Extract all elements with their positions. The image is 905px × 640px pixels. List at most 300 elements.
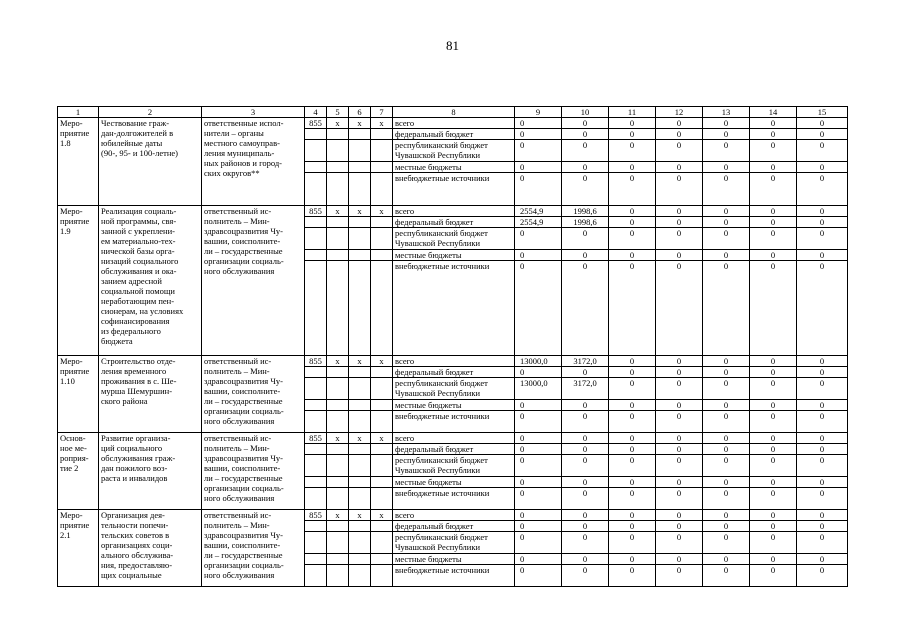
empty-code-cell bbox=[327, 455, 349, 477]
empty-code-cell bbox=[371, 488, 393, 510]
section-code: x bbox=[327, 433, 349, 444]
amount-cell: 0 bbox=[609, 162, 656, 173]
empty-code-cell bbox=[305, 532, 327, 554]
measure-name: Строительство отде- ления временного проживания в с. Ше- мурша Шемуршин- ского района bbox=[99, 356, 202, 433]
funding-source: республиканский бюджет Чувашской Республики bbox=[393, 140, 515, 162]
target-code: x bbox=[349, 510, 371, 521]
amount-cell: 0 bbox=[609, 356, 656, 367]
empty-code-cell bbox=[349, 565, 371, 587]
amount-cell: 0 bbox=[797, 228, 848, 250]
empty-code-cell bbox=[305, 217, 327, 228]
amount-cell: 0 bbox=[656, 444, 703, 455]
empty-code-cell bbox=[327, 554, 349, 565]
amount-cell: 0 bbox=[656, 378, 703, 400]
empty-code-cell bbox=[371, 140, 393, 162]
amount-cell: 0 bbox=[609, 367, 656, 378]
column-number: 14 bbox=[750, 107, 797, 118]
empty-code-cell bbox=[371, 367, 393, 378]
amount-cell: 0 bbox=[797, 532, 848, 554]
measure-code: Меро- приятие 1.8 bbox=[58, 118, 99, 206]
column-number: 11 bbox=[609, 107, 656, 118]
empty-code-cell bbox=[305, 411, 327, 433]
grbs-code: 855 bbox=[305, 356, 327, 367]
amount-cell: 0 bbox=[609, 510, 656, 521]
empty-code-cell bbox=[305, 400, 327, 411]
amount-cell: 0 bbox=[609, 554, 656, 565]
executor: ответственный ис- полнитель – Мин- здравсоцразвития Чу- вашии, соисполните- ли – государственные организации социаль- ного обслуживания bbox=[202, 433, 305, 510]
amount-cell: 0 bbox=[797, 433, 848, 444]
amount-cell: 0 bbox=[797, 261, 848, 356]
amount-cell: 0 bbox=[515, 488, 562, 510]
amount-cell: 1998,6 bbox=[562, 217, 609, 228]
amount-cell: 0 bbox=[750, 173, 797, 206]
amount-cell: 0 bbox=[515, 565, 562, 587]
grbs-code: 855 bbox=[305, 510, 327, 521]
amount-cell: 0 bbox=[797, 565, 848, 587]
amount-cell: 0 bbox=[703, 565, 750, 587]
amount-cell: 0 bbox=[703, 521, 750, 532]
amount-cell: 0 bbox=[656, 554, 703, 565]
amount-cell: 0 bbox=[797, 411, 848, 433]
empty-code-cell bbox=[349, 488, 371, 510]
empty-code-cell bbox=[371, 217, 393, 228]
amount-cell: 0 bbox=[750, 532, 797, 554]
empty-code-cell bbox=[305, 228, 327, 250]
funding-source: республиканский бюджет Чувашской Республики bbox=[393, 378, 515, 400]
amount-cell: 0 bbox=[609, 400, 656, 411]
amount-cell: 0 bbox=[703, 261, 750, 356]
amount-cell: 0 bbox=[562, 554, 609, 565]
amount-cell: 0 bbox=[750, 444, 797, 455]
amount-cell: 0 bbox=[750, 455, 797, 477]
empty-code-cell bbox=[305, 261, 327, 356]
amount-cell: 0 bbox=[703, 411, 750, 433]
amount-cell: 0 bbox=[703, 228, 750, 250]
amount-cell: 0 bbox=[515, 510, 562, 521]
measure-name: Организация дея- тельности попечи- тельских советов в организациях соци- ального обслужива- ния, предоставляю- щих социальные bbox=[99, 510, 202, 587]
empty-code-cell bbox=[349, 400, 371, 411]
empty-code-cell bbox=[349, 532, 371, 554]
empty-code-cell bbox=[327, 129, 349, 140]
amount-cell: 0 bbox=[750, 510, 797, 521]
empty-code-cell bbox=[349, 140, 371, 162]
empty-code-cell bbox=[327, 217, 349, 228]
empty-code-cell bbox=[371, 129, 393, 140]
empty-code-cell bbox=[327, 378, 349, 400]
empty-code-cell bbox=[349, 228, 371, 250]
amount-cell: 0 bbox=[703, 477, 750, 488]
amount-cell: 0 bbox=[750, 565, 797, 587]
empty-code-cell bbox=[327, 261, 349, 356]
empty-code-cell bbox=[327, 140, 349, 162]
amount-cell: 0 bbox=[703, 554, 750, 565]
empty-code-cell bbox=[371, 173, 393, 206]
amount-cell: 0 bbox=[562, 173, 609, 206]
funding-source: местные бюджеты bbox=[393, 400, 515, 411]
empty-code-cell bbox=[327, 444, 349, 455]
funding-source: федеральный бюджет bbox=[393, 129, 515, 140]
amount-cell: 0 bbox=[609, 521, 656, 532]
amount-cell: 0 bbox=[750, 488, 797, 510]
empty-code-cell bbox=[371, 554, 393, 565]
amount-cell: 0 bbox=[703, 162, 750, 173]
amount-cell: 0 bbox=[562, 228, 609, 250]
empty-code-cell bbox=[371, 250, 393, 261]
executor: ответственные испол- нители – органы местного самоуправ- ления муниципаль- ных районов и город- ских округов** bbox=[202, 118, 305, 206]
amount-cell: 0 bbox=[656, 206, 703, 217]
amount-cell: 0 bbox=[797, 378, 848, 400]
column-number: 15 bbox=[797, 107, 848, 118]
amount-cell: 0 bbox=[703, 367, 750, 378]
amount-cell: 0 bbox=[656, 455, 703, 477]
amount-cell: 0 bbox=[609, 455, 656, 477]
amount-cell: 0 bbox=[750, 140, 797, 162]
amount-cell: 0 bbox=[609, 228, 656, 250]
amount-cell: 0 bbox=[656, 173, 703, 206]
amount-cell: 0 bbox=[656, 250, 703, 261]
funding-source: всего bbox=[393, 510, 515, 521]
amount-cell: 0 bbox=[656, 565, 703, 587]
amount-cell: 0 bbox=[609, 532, 656, 554]
amount-cell: 0 bbox=[515, 261, 562, 356]
column-number: 5 bbox=[327, 107, 349, 118]
amount-cell: 0 bbox=[609, 378, 656, 400]
amount-cell: 0 bbox=[656, 532, 703, 554]
funding-source: местные бюджеты bbox=[393, 250, 515, 261]
funding-source: внебюджетные источники bbox=[393, 488, 515, 510]
amount-cell: 0 bbox=[750, 356, 797, 367]
amount-cell: 0 bbox=[562, 565, 609, 587]
column-number: 13 bbox=[703, 107, 750, 118]
amount-cell: 0 bbox=[562, 510, 609, 521]
empty-code-cell bbox=[327, 228, 349, 250]
empty-code-cell bbox=[305, 554, 327, 565]
amount-cell: 0 bbox=[562, 411, 609, 433]
amount-cell: 0 bbox=[703, 206, 750, 217]
amount-cell: 0 bbox=[515, 532, 562, 554]
empty-code-cell bbox=[371, 378, 393, 400]
empty-code-cell bbox=[327, 367, 349, 378]
amount-cell: 0 bbox=[703, 400, 750, 411]
amount-cell: 0 bbox=[750, 554, 797, 565]
amount-cell: 0 bbox=[656, 162, 703, 173]
amount-cell: 0 bbox=[797, 356, 848, 367]
table-row bbox=[58, 433, 848, 444]
empty-code-cell bbox=[305, 129, 327, 140]
empty-code-cell bbox=[305, 162, 327, 173]
empty-code-cell bbox=[371, 455, 393, 477]
amount-cell: 0 bbox=[750, 400, 797, 411]
measure-name: Реализация социаль- ной программы, свя- занной с укреплени- ем материально-тех- нической базы орга- низаций социального обслуживания и ока- занием адресной социальной помощи неработающим пен- сионерам, на условиях софинансирования из федерального бюджета bbox=[99, 206, 202, 356]
amount-cell: 0 bbox=[797, 400, 848, 411]
amount-cell: 0 bbox=[656, 510, 703, 521]
amount-cell: 0 bbox=[750, 206, 797, 217]
amount-cell: 0 bbox=[609, 433, 656, 444]
empty-code-cell bbox=[349, 129, 371, 140]
amount-cell: 0 bbox=[750, 521, 797, 532]
table-row bbox=[58, 206, 848, 217]
amount-cell: 0 bbox=[515, 554, 562, 565]
amount-cell: 0 bbox=[609, 129, 656, 140]
empty-code-cell bbox=[305, 488, 327, 510]
measure-code: Меро- приятие 2.1 bbox=[58, 510, 99, 587]
empty-code-cell bbox=[371, 162, 393, 173]
amount-cell: 0 bbox=[797, 206, 848, 217]
amount-cell: 0 bbox=[656, 356, 703, 367]
amount-cell: 0 bbox=[797, 554, 848, 565]
amount-cell: 0 bbox=[703, 118, 750, 129]
amount-cell: 0 bbox=[609, 217, 656, 228]
empty-code-cell bbox=[305, 565, 327, 587]
empty-code-cell bbox=[327, 532, 349, 554]
amount-cell: 0 bbox=[703, 356, 750, 367]
column-number: 1 bbox=[58, 107, 99, 118]
amount-cell: 0 bbox=[515, 250, 562, 261]
amount-cell: 0 bbox=[797, 477, 848, 488]
target-code: x bbox=[349, 433, 371, 444]
expense-type-code: x bbox=[371, 206, 393, 217]
amount-cell: 0 bbox=[515, 228, 562, 250]
amount-cell: 0 bbox=[703, 510, 750, 521]
amount-cell: 0 bbox=[609, 477, 656, 488]
amount-cell: 0 bbox=[750, 162, 797, 173]
target-code: x bbox=[349, 356, 371, 367]
table-row bbox=[58, 118, 848, 129]
amount-cell: 0 bbox=[656, 488, 703, 510]
amount-cell: 0 bbox=[515, 411, 562, 433]
empty-code-cell bbox=[305, 521, 327, 532]
empty-code-cell bbox=[349, 444, 371, 455]
amount-cell: 0 bbox=[797, 455, 848, 477]
funding-source: всего bbox=[393, 206, 515, 217]
amount-cell: 0 bbox=[750, 228, 797, 250]
amount-cell: 0 bbox=[515, 444, 562, 455]
amount-cell: 0 bbox=[750, 367, 797, 378]
amount-cell: 0 bbox=[562, 433, 609, 444]
column-number-row bbox=[58, 107, 848, 118]
section-code: x bbox=[327, 118, 349, 129]
amount-cell: 0 bbox=[656, 129, 703, 140]
amount-cell: 0 bbox=[562, 261, 609, 356]
amount-cell: 0 bbox=[562, 521, 609, 532]
table-row bbox=[58, 356, 848, 367]
amount-cell: 0 bbox=[797, 118, 848, 129]
column-number: 8 bbox=[393, 107, 515, 118]
amount-cell: 0 bbox=[797, 488, 848, 510]
funding-source: федеральный бюджет bbox=[393, 217, 515, 228]
amount-cell: 13000,0 bbox=[515, 378, 562, 400]
empty-code-cell bbox=[349, 554, 371, 565]
amount-cell: 0 bbox=[515, 433, 562, 444]
empty-code-cell bbox=[371, 400, 393, 411]
funding-source: федеральный бюджет bbox=[393, 444, 515, 455]
amount-cell: 0 bbox=[797, 173, 848, 206]
amount-cell: 0 bbox=[797, 367, 848, 378]
amount-cell: 0 bbox=[515, 140, 562, 162]
amount-cell: 0 bbox=[515, 118, 562, 129]
empty-code-cell bbox=[305, 477, 327, 488]
table-row bbox=[58, 510, 848, 521]
amount-cell: 0 bbox=[703, 532, 750, 554]
amount-cell: 0 bbox=[609, 173, 656, 206]
amount-cell: 0 bbox=[750, 411, 797, 433]
empty-code-cell bbox=[371, 228, 393, 250]
amount-cell: 0 bbox=[609, 411, 656, 433]
measure-code: Меро- приятие 1.9 bbox=[58, 206, 99, 356]
amount-cell: 0 bbox=[703, 250, 750, 261]
funding-source: всего bbox=[393, 356, 515, 367]
empty-code-cell bbox=[371, 477, 393, 488]
amount-cell: 0 bbox=[656, 261, 703, 356]
amount-cell: 0 bbox=[562, 250, 609, 261]
empty-code-cell bbox=[371, 532, 393, 554]
amount-cell: 0 bbox=[703, 455, 750, 477]
grbs-code: 855 bbox=[305, 206, 327, 217]
empty-code-cell bbox=[349, 378, 371, 400]
amount-cell: 0 bbox=[656, 521, 703, 532]
column-number: 2 bbox=[99, 107, 202, 118]
amount-cell: 0 bbox=[656, 217, 703, 228]
empty-code-cell bbox=[371, 444, 393, 455]
amount-cell: 0 bbox=[797, 510, 848, 521]
amount-cell: 1998,6 bbox=[562, 206, 609, 217]
amount-cell: 0 bbox=[609, 140, 656, 162]
funding-source: федеральный бюджет bbox=[393, 521, 515, 532]
empty-code-cell bbox=[371, 261, 393, 356]
amount-cell: 0 bbox=[515, 477, 562, 488]
amount-cell: 0 bbox=[703, 488, 750, 510]
funding-source: внебюджетные источники bbox=[393, 565, 515, 587]
column-number: 3 bbox=[202, 107, 305, 118]
amount-cell: 0 bbox=[750, 129, 797, 140]
empty-code-cell bbox=[327, 521, 349, 532]
executor: ответственный ис- полнитель – Мин- здравсоцразвития Чу- вашии, соисполните- ли – государственные организации социаль- ного обслуживания bbox=[202, 206, 305, 356]
amount-cell: 0 bbox=[609, 118, 656, 129]
funding-source: местные бюджеты bbox=[393, 477, 515, 488]
section-code: x bbox=[327, 206, 349, 217]
empty-code-cell bbox=[305, 250, 327, 261]
funding-source: внебюджетные источники bbox=[393, 173, 515, 206]
amount-cell: 0 bbox=[750, 433, 797, 444]
amount-cell: 3172,0 bbox=[562, 356, 609, 367]
amount-cell: 0 bbox=[750, 261, 797, 356]
program-budget-table bbox=[57, 106, 848, 587]
empty-code-cell bbox=[327, 477, 349, 488]
amount-cell: 0 bbox=[797, 162, 848, 173]
funding-source: местные бюджеты bbox=[393, 554, 515, 565]
amount-cell: 0 bbox=[750, 217, 797, 228]
amount-cell: 0 bbox=[656, 228, 703, 250]
amount-cell: 0 bbox=[656, 118, 703, 129]
funding-source: федеральный бюджет bbox=[393, 367, 515, 378]
executor: ответственный ис- полнитель – Мин- здравсоцразвития Чу- вашии, соисполните- ли – государственные организации социаль- ного обслуживания bbox=[202, 356, 305, 433]
amount-cell: 0 bbox=[515, 162, 562, 173]
empty-code-cell bbox=[349, 367, 371, 378]
amount-cell: 0 bbox=[797, 217, 848, 228]
amount-cell: 0 bbox=[703, 129, 750, 140]
funding-source: республиканский бюджет Чувашской Республики bbox=[393, 228, 515, 250]
amount-cell: 0 bbox=[515, 400, 562, 411]
amount-cell: 0 bbox=[797, 140, 848, 162]
empty-code-cell bbox=[349, 411, 371, 433]
amount-cell: 0 bbox=[562, 455, 609, 477]
empty-code-cell bbox=[305, 173, 327, 206]
empty-code-cell bbox=[327, 162, 349, 173]
column-number: 12 bbox=[656, 107, 703, 118]
empty-code-cell bbox=[371, 565, 393, 587]
funding-source: всего bbox=[393, 118, 515, 129]
measure-name: Чествование граж- дан-долгожителей в юбилейные даты (90-, 95- и 100-летне) bbox=[99, 118, 202, 206]
funding-source: местные бюджеты bbox=[393, 162, 515, 173]
amount-cell: 0 bbox=[609, 206, 656, 217]
amount-cell: 0 bbox=[750, 250, 797, 261]
amount-cell: 0 bbox=[609, 250, 656, 261]
empty-code-cell bbox=[349, 173, 371, 206]
column-number: 9 bbox=[515, 107, 562, 118]
amount-cell: 13000,0 bbox=[515, 356, 562, 367]
empty-code-cell bbox=[371, 411, 393, 433]
amount-cell: 0 bbox=[656, 140, 703, 162]
empty-code-cell bbox=[305, 444, 327, 455]
empty-code-cell bbox=[349, 250, 371, 261]
empty-code-cell bbox=[327, 565, 349, 587]
amount-cell: 0 bbox=[515, 521, 562, 532]
amount-cell: 0 bbox=[515, 173, 562, 206]
target-code: x bbox=[349, 206, 371, 217]
amount-cell: 0 bbox=[703, 173, 750, 206]
empty-code-cell bbox=[371, 521, 393, 532]
measure-code: Основ- ное ме- роприя- тие 2 bbox=[58, 433, 99, 510]
empty-code-cell bbox=[327, 411, 349, 433]
amount-cell: 0 bbox=[562, 129, 609, 140]
expense-type-code: x bbox=[371, 118, 393, 129]
grbs-code: 855 bbox=[305, 118, 327, 129]
amount-cell: 0 bbox=[562, 140, 609, 162]
funding-source: республиканский бюджет Чувашской Республики bbox=[393, 455, 515, 477]
empty-code-cell bbox=[349, 217, 371, 228]
empty-code-cell bbox=[305, 378, 327, 400]
empty-code-cell bbox=[349, 521, 371, 532]
amount-cell: 0 bbox=[515, 455, 562, 477]
funding-source: республиканский бюджет Чувашской Республики bbox=[393, 532, 515, 554]
amount-cell: 0 bbox=[703, 378, 750, 400]
amount-cell: 0 bbox=[515, 367, 562, 378]
amount-cell: 0 bbox=[797, 250, 848, 261]
executor: ответственный ис- полнитель – Мин- здравсоцразвития Чу- вашии, соисполните- ли – государственные организации социаль- ного обслуживания bbox=[202, 510, 305, 587]
amount-cell: 2554,9 bbox=[515, 217, 562, 228]
amount-cell: 0 bbox=[797, 444, 848, 455]
expense-type-code: x bbox=[371, 356, 393, 367]
grbs-code: 855 bbox=[305, 433, 327, 444]
amount-cell: 2554,9 bbox=[515, 206, 562, 217]
funding-source: внебюджетные источники bbox=[393, 411, 515, 433]
amount-cell: 0 bbox=[656, 477, 703, 488]
amount-cell: 0 bbox=[562, 532, 609, 554]
measure-code: Меро- приятие 1.10 bbox=[58, 356, 99, 433]
empty-code-cell bbox=[327, 173, 349, 206]
amount-cell: 0 bbox=[703, 433, 750, 444]
amount-cell: 0 bbox=[609, 488, 656, 510]
amount-cell: 0 bbox=[703, 140, 750, 162]
amount-cell: 0 bbox=[609, 261, 656, 356]
amount-cell: 0 bbox=[750, 477, 797, 488]
expense-type-code: x bbox=[371, 510, 393, 521]
page-number: 81 bbox=[446, 38, 459, 53]
amount-cell: 0 bbox=[656, 367, 703, 378]
amount-cell: 0 bbox=[562, 400, 609, 411]
funding-source: внебюджетные источники bbox=[393, 261, 515, 356]
amount-cell: 0 bbox=[562, 118, 609, 129]
